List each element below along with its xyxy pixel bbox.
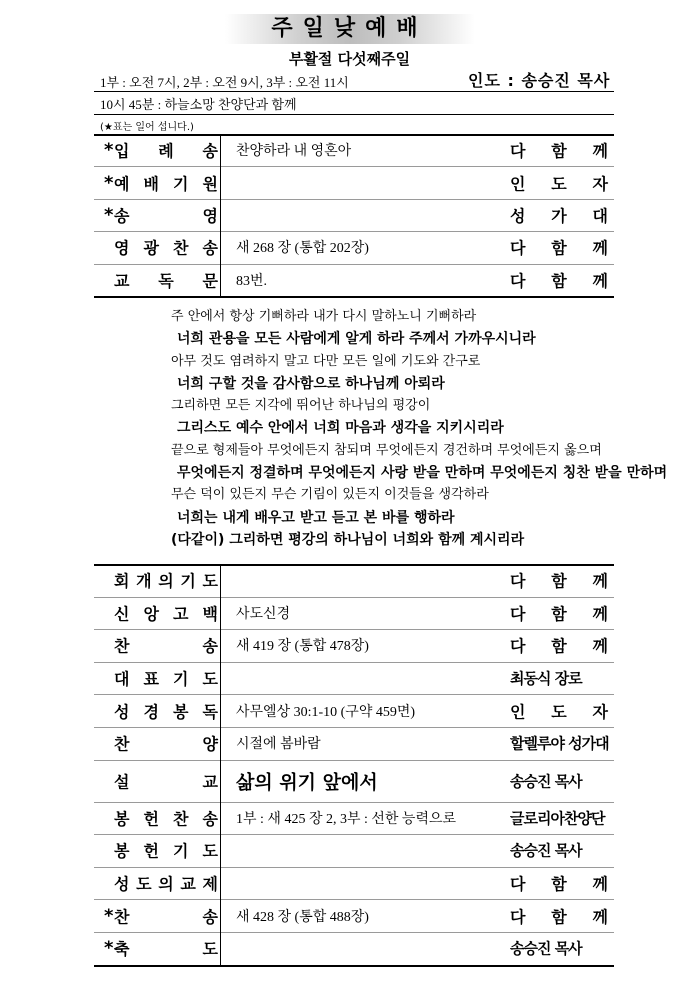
- label-char: 광: [143, 238, 159, 258]
- performer-text: 함: [551, 907, 567, 927]
- order-item-label: [114, 203, 218, 226]
- order-item-row: [94, 629, 614, 662]
- performer-text: 자: [592, 702, 608, 722]
- label-char: 설: [114, 772, 130, 792]
- order-item-row: [94, 899, 614, 932]
- standing-star-icon: *: [104, 204, 114, 226]
- label-char: 례: [158, 141, 174, 161]
- order-item-performer: [510, 938, 608, 959]
- label-char: 도: [136, 874, 152, 894]
- reading-leader-line: 무슨 덕이 있든지 무슨 기림이 있든지 이것들을 생각하라: [171, 487, 489, 503]
- label-char: 영: [114, 238, 130, 258]
- order-item-label: [114, 667, 218, 690]
- label-char: 봉: [173, 702, 189, 722]
- label-char: 양: [202, 734, 218, 754]
- performer-text: 께: [592, 636, 608, 656]
- order-item-content: 새 428 장 (통합 488장): [236, 909, 369, 925]
- label-char: 찬: [173, 238, 189, 258]
- responsive-reading: [171, 306, 667, 551]
- page-title: 주일낮예배: [271, 16, 428, 41]
- performer-text: 송승진 목사: [510, 939, 582, 958]
- reading-congregation-line: (다같이) 그리하면 평강의 하나님이 너희와 함께 계시리라: [171, 531, 525, 548]
- label-char: 교: [202, 772, 218, 792]
- label-char: 성: [114, 874, 130, 894]
- order-item-performer: [510, 770, 608, 791]
- label-char: 기: [173, 174, 189, 194]
- performer-text: 함: [551, 141, 567, 161]
- performer-text: 가: [551, 206, 567, 226]
- reading-congregation-line: 너희는 내게 배우고 받고 듣고 본 바를 행하라: [177, 509, 455, 526]
- label-char: 도: [202, 939, 218, 959]
- reading-leader-line: 아무 것도 염려하지 말고 다만 모든 일에 기도와 간구로: [171, 353, 481, 369]
- reading-leader-line: 끝으로 형제들아 무엇에든지 참되며 무엇에든지 경건하며 무엇에든지 옳으며: [171, 442, 602, 458]
- order-item-performer: [510, 904, 608, 927]
- label-char: 도: [202, 669, 218, 689]
- order-item-row: [94, 134, 614, 166]
- label-char: 독: [202, 702, 218, 722]
- standing-star-icon: *: [104, 937, 114, 959]
- reading-leader-line: 주 안에서 항상 기뻐하라 내가 다시 말하노니 기뻐하라: [171, 309, 477, 324]
- order-item-label: [114, 769, 218, 792]
- performer-text: 께: [592, 571, 608, 591]
- order-item-row: [94, 867, 614, 900]
- performer-text: 께: [592, 604, 608, 624]
- order-item-performer: [510, 139, 608, 162]
- label-char: 표: [143, 669, 159, 689]
- performer-text: 함: [551, 238, 567, 258]
- order-item-row: [94, 932, 614, 965]
- label-char: 제: [202, 874, 218, 894]
- label-char: 입: [114, 141, 130, 161]
- performer-text: 다: [510, 238, 526, 258]
- reading-congregation-line: 무엇에든지 정결하며 무엇에든지 사랑 받을 만하며 무엇에든지 칭찬 받을 만하며: [177, 465, 668, 482]
- performer-text: 자: [592, 174, 608, 194]
- order-item-performer: [510, 634, 608, 657]
- performer-text: 성: [510, 206, 526, 226]
- order-item-content: 찬양하라 내 영혼아: [236, 144, 352, 160]
- label-char: 기: [173, 841, 189, 861]
- label-char: 기: [173, 669, 189, 689]
- order-item-row: [94, 694, 614, 727]
- order-item-performer: [510, 807, 608, 828]
- performer-text: 인: [510, 174, 526, 194]
- worship-leader: 인도 : 송승진 목사: [468, 71, 611, 90]
- divider: [94, 296, 614, 298]
- performer-text: 최동식 장로: [510, 669, 582, 688]
- label-char: 의: [158, 571, 174, 591]
- order-item-label: [114, 806, 218, 829]
- order-item-content: 1부 : 새 425 장 2, 3부 : 선한 능력으로: [236, 811, 457, 827]
- performer-text: 함: [551, 271, 567, 291]
- order-item-row: [94, 166, 614, 198]
- order-item-row: [94, 264, 614, 296]
- standing-note: (★표는 일어 섭니다.): [100, 122, 194, 133]
- standing-star-icon: *: [104, 172, 114, 194]
- order-item-content: 83번.: [236, 273, 268, 289]
- label-char: 찬: [114, 907, 130, 927]
- label-char: 경: [143, 702, 159, 722]
- performer-text: 께: [592, 238, 608, 258]
- service-times: 1부 : 오전 7시, 2부 : 오전 9시, 3부 : 오전 11시: [100, 75, 349, 90]
- order-item-content: 새 268 장 (통합 202장): [236, 241, 369, 257]
- order-item-content: 사도신경: [236, 606, 291, 622]
- order-item-label: [114, 268, 218, 291]
- performer-text: 함: [551, 571, 567, 591]
- order-item-label: [114, 904, 218, 927]
- performer-text: 다: [510, 636, 526, 656]
- label-char: 봉: [114, 841, 130, 861]
- divider: [94, 91, 614, 92]
- order-item-label: [114, 236, 218, 259]
- label-char: 축: [114, 939, 130, 959]
- reading-leader-line: 그리하면 모든 지각에 뛰어난 하나님의 평강이: [171, 398, 431, 414]
- label-char: 원: [202, 174, 218, 194]
- order-item-performer: [510, 840, 608, 861]
- order-item-row: [94, 727, 614, 760]
- label-char: 송: [202, 809, 218, 829]
- sermon-title: 삶의 위기 앞에서: [236, 771, 378, 794]
- column-divider: [220, 134, 221, 296]
- youth-service-note: 10시 45분 : 하늘소망 찬양단과 함께: [100, 97, 297, 112]
- label-char: 송: [202, 907, 218, 927]
- label-char: 찬: [114, 734, 130, 754]
- performer-text: 께: [592, 141, 608, 161]
- label-char: 찬: [173, 809, 189, 829]
- performer-text: 께: [592, 874, 608, 894]
- label-char: 백: [202, 604, 218, 624]
- reading-congregation-line: 너희 구할 것을 감사함으로 하나님께 아뢰라: [177, 375, 445, 392]
- performer-text: 다: [510, 571, 526, 591]
- order-item-label: [114, 732, 218, 755]
- order-item-performer: [510, 733, 608, 754]
- performer-text: 글로리아찬양단: [510, 809, 605, 828]
- performer-text: 다: [510, 271, 526, 291]
- standing-star-icon: *: [104, 905, 114, 927]
- order-item-label: [114, 839, 218, 862]
- order-item-label: [114, 937, 218, 960]
- order-item-row: [94, 231, 614, 263]
- order-item-row: [94, 564, 614, 597]
- label-char: 송: [202, 636, 218, 656]
- label-char: 문: [202, 271, 218, 291]
- performer-text: 함: [551, 636, 567, 656]
- performer-text: 함: [551, 604, 567, 624]
- order-item-performer: [510, 236, 608, 259]
- performer-text: 함: [551, 874, 567, 894]
- label-char: 고: [173, 604, 189, 624]
- label-char: 송: [202, 238, 218, 258]
- performer-text: 께: [592, 907, 608, 927]
- label-char: 교: [114, 271, 130, 291]
- label-char: 헌: [143, 841, 159, 861]
- label-char: 봉: [114, 809, 130, 829]
- order-item-content: 사무엘상 30:1-10 (구약 459면): [236, 704, 416, 720]
- reading-congregation-line: 너희 관용을 모든 사람에게 알게 하라 주께서 가까우시니라: [177, 331, 536, 348]
- order-item-row: [94, 662, 614, 695]
- performer-text: 도: [551, 702, 567, 722]
- performer-text: 다: [510, 874, 526, 894]
- label-char: 교: [180, 874, 196, 894]
- order-item-label: [114, 569, 218, 592]
- label-char: 영: [202, 206, 218, 226]
- order-item-content: 새 419 장 (통합 478장): [236, 639, 369, 655]
- standing-star-icon: *: [104, 139, 114, 161]
- label-char: 예: [114, 174, 130, 194]
- performer-text: 다: [510, 604, 526, 624]
- label-char: 헌: [143, 809, 159, 829]
- label-char: 신: [114, 604, 130, 624]
- label-char: 송: [114, 206, 130, 226]
- performer-text: 께: [592, 271, 608, 291]
- performer-text: 인: [510, 702, 526, 722]
- performer-text: 송승진 목사: [510, 772, 582, 791]
- order-item-label: [114, 139, 218, 162]
- page-subtitle: 부활절 다섯째주일: [288, 50, 411, 68]
- order-item-performer: [510, 203, 608, 226]
- divider: [94, 965, 614, 967]
- label-char: 찬: [114, 636, 130, 656]
- order-item-row: [94, 760, 614, 802]
- label-char: 대: [114, 669, 130, 689]
- performer-text: 대: [592, 206, 608, 226]
- order-item-performer: [510, 171, 608, 194]
- label-char: 배: [143, 174, 159, 194]
- divider: [94, 114, 614, 115]
- order-item-content: 시절에 봄바람: [236, 737, 321, 753]
- label-char: 송: [202, 141, 218, 161]
- performer-text: 할렐루야 성가대: [510, 734, 609, 753]
- order-item-label: [114, 171, 218, 194]
- order-item-label: [114, 699, 218, 722]
- reading-congregation-line: 그리스도 예수 안에서 너희 마음과 생각을 지키시리라: [177, 420, 504, 437]
- label-char: 독: [158, 271, 174, 291]
- performer-text: 다: [510, 907, 526, 927]
- order-item-label: [114, 634, 218, 657]
- performer-text: 도: [551, 174, 567, 194]
- label-char: 앙: [143, 604, 159, 624]
- label-char: 회: [114, 571, 130, 591]
- order-item-performer: [510, 872, 608, 895]
- performer-text: 다: [510, 141, 526, 161]
- order-item-row: [94, 199, 614, 231]
- performer-text: 송승진 목사: [510, 841, 582, 860]
- order-item-label: [114, 872, 218, 895]
- order-item-performer: [510, 668, 608, 689]
- column-divider: [220, 564, 221, 965]
- label-char: 성: [114, 702, 130, 722]
- label-char: 도: [202, 841, 218, 861]
- order-item-performer: [510, 268, 608, 291]
- order-item-row: [94, 802, 614, 835]
- order-item-performer: [510, 569, 608, 592]
- label-char: 도: [202, 571, 218, 591]
- order-item-row: [94, 834, 614, 867]
- order-item-performer: [510, 601, 608, 624]
- label-char: 의: [158, 874, 174, 894]
- order-item-performer: [510, 699, 608, 722]
- order-item-label: [114, 601, 218, 624]
- order-item-row: [94, 597, 614, 630]
- label-char: 개: [136, 571, 152, 591]
- label-char: 기: [180, 571, 196, 591]
